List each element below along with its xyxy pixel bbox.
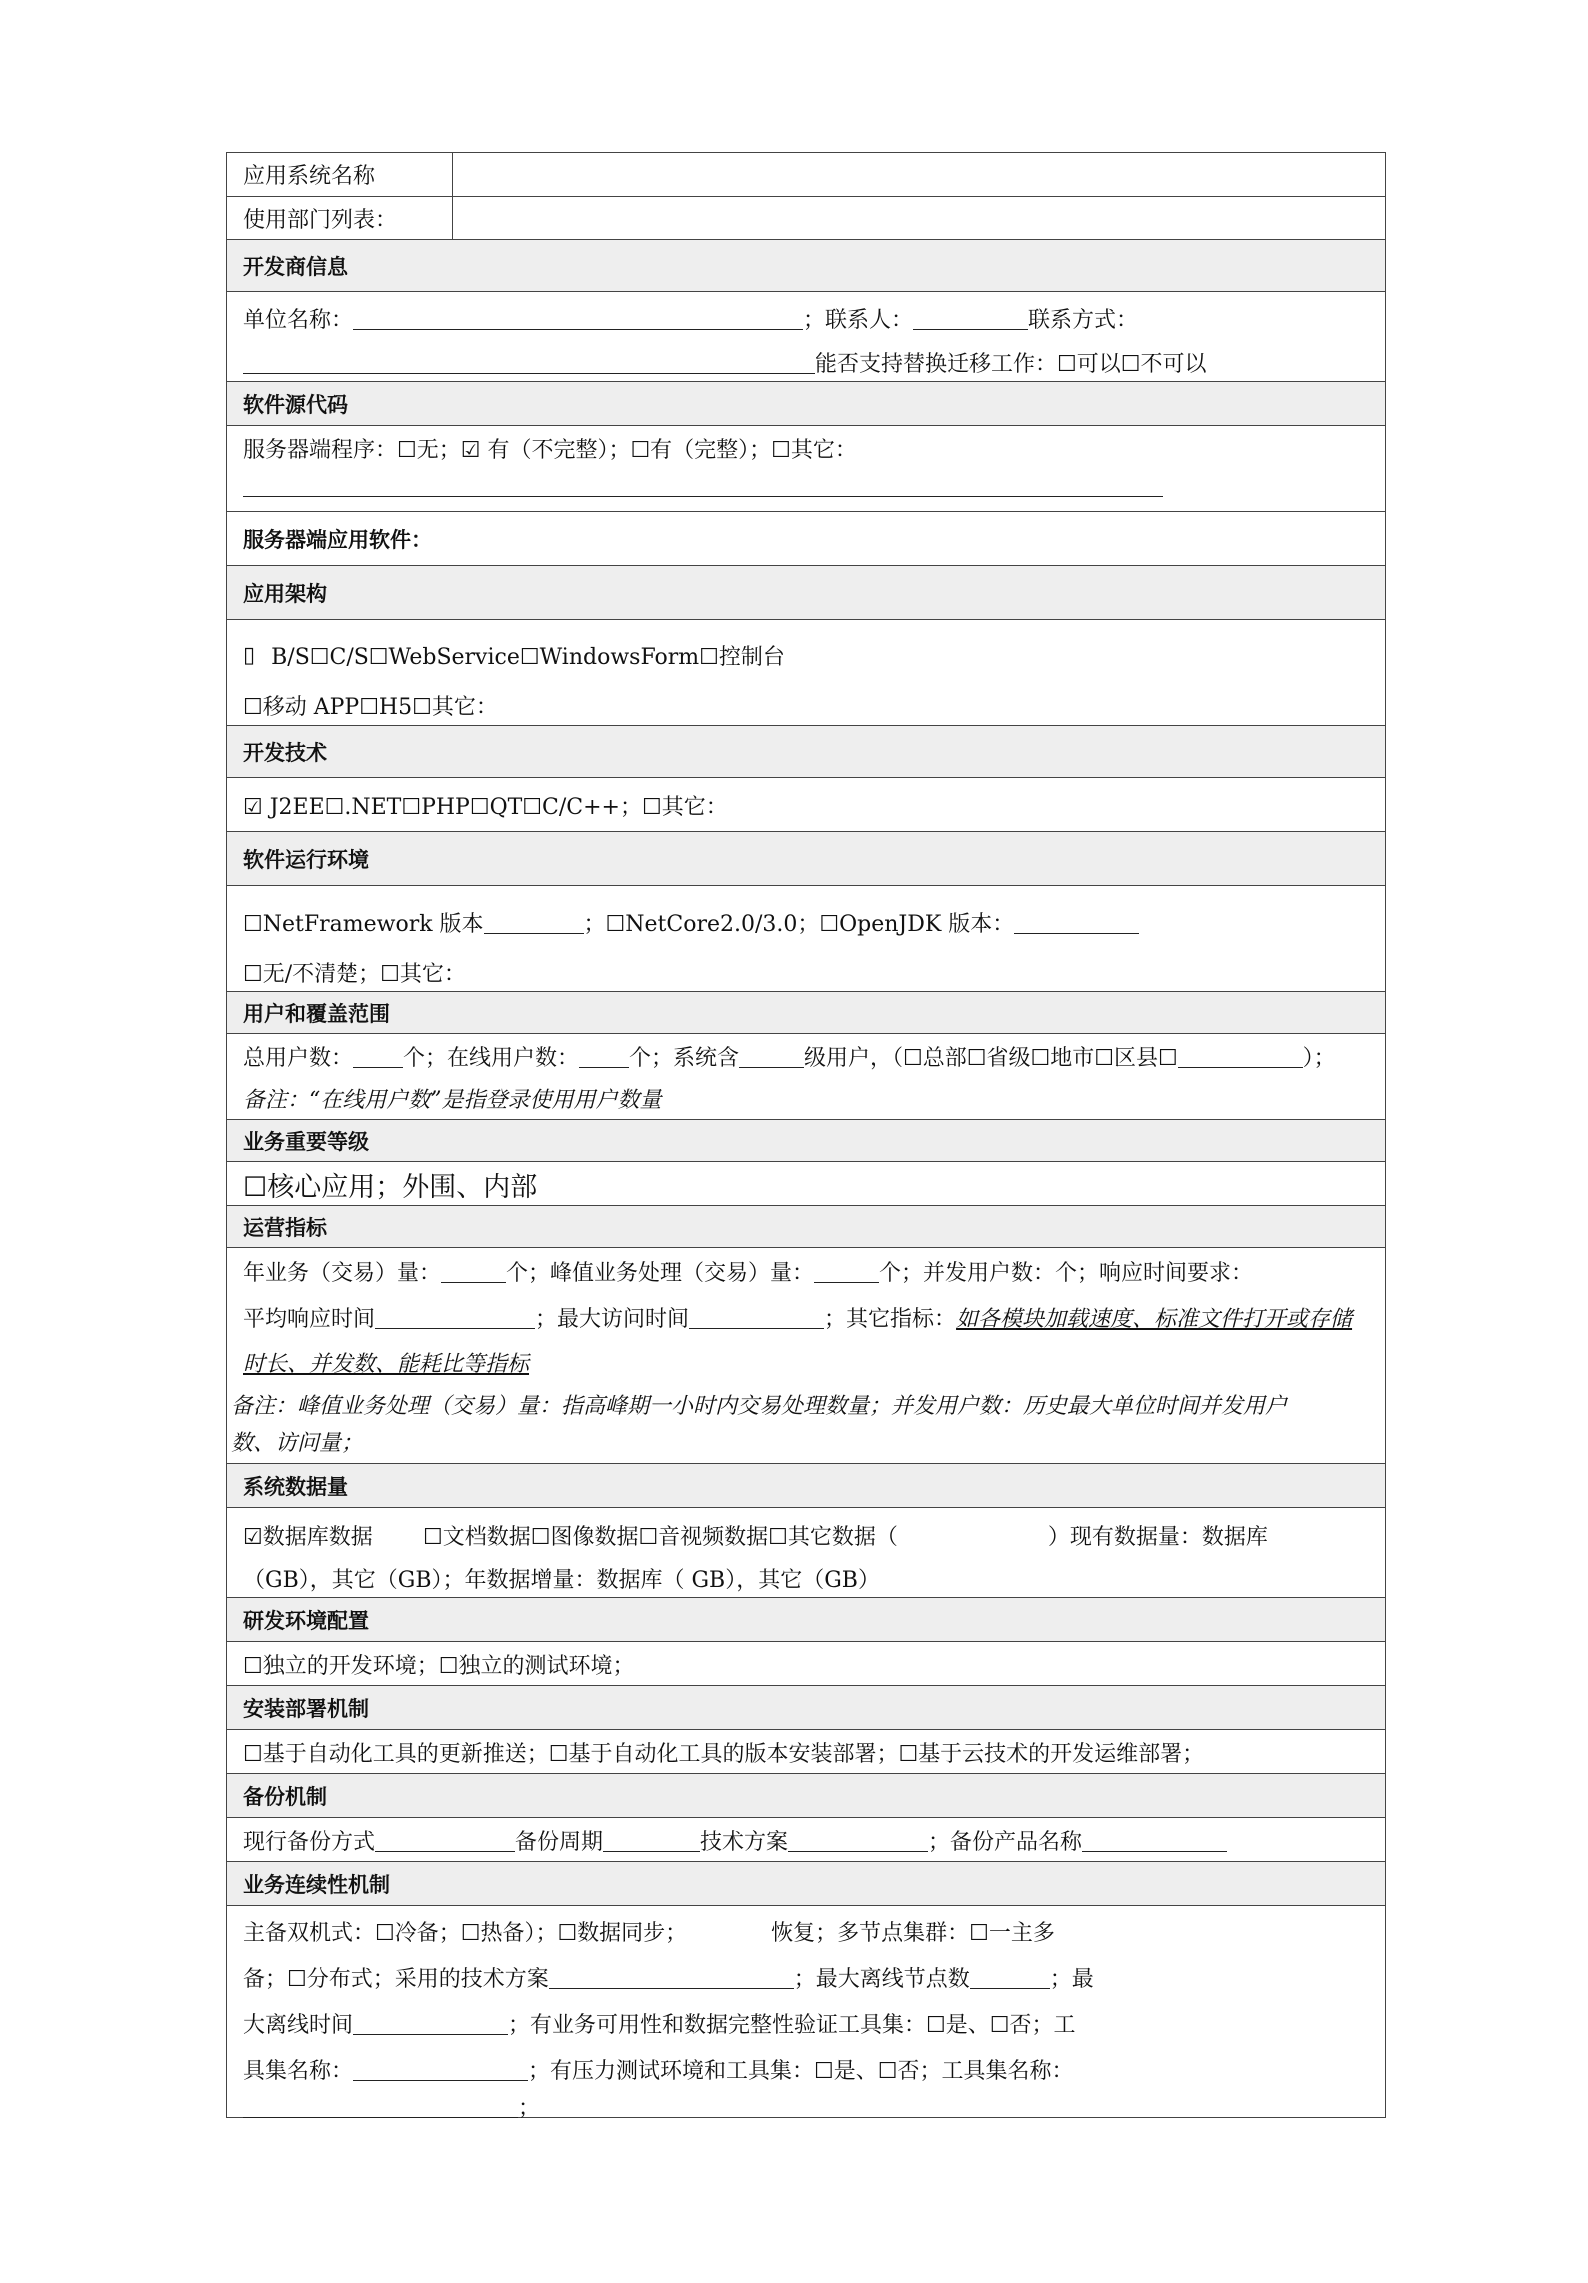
runtime-options[interactable]: ；☐NetCore2.0/3.0；☐OpenJDK 版本： (583, 911, 1015, 937)
max-offline-nodes-field[interactable] (970, 1966, 1050, 1989)
peak-volume-label: 个；峰值业务处理（交易）量： (506, 1260, 815, 1286)
data-volume-amounts: （GB），其它（GB）；年数据增量：数据库（ GB），其它（GB） (243, 1567, 880, 1593)
section-continuity: 业务连续性机制 (227, 1861, 1385, 1905)
migration-option[interactable]: 能否支持替换迁移工作：☐可以☐不可以 (815, 351, 1207, 377)
continuity-standby[interactable]: 主备双机式：☐冷备；☐热备）；☐数据同步； (243, 1920, 688, 1946)
section-arch: 应用架构 (227, 565, 1385, 619)
continuity-body (227, 1905, 1385, 2121)
section-backup: 备份机制 (227, 1773, 1385, 1817)
arch-first-checkbox[interactable]: ▯ (243, 642, 256, 668)
data-volume-types[interactable]: ☐文档数据☐图像数据☐音视频数据☐其它数据（ (423, 1524, 898, 1550)
dev-env-body (227, 1641, 1385, 1685)
section-developer: 开发商信息 (227, 239, 1385, 291)
section-dev-tech: 开发技术 (227, 725, 1385, 777)
peak-volume-field[interactable] (814, 1260, 879, 1283)
source-code-other-field[interactable] (243, 474, 1163, 497)
total-users-field[interactable] (353, 1045, 403, 1068)
toolset-name-label: 具集名称： (243, 2058, 354, 2084)
unit-field[interactable] (353, 307, 803, 330)
coverage-options[interactable]: 级用户，（☐总部☐省级☐地市☐区县☐ (804, 1045, 1178, 1071)
continuity-distributed[interactable]: 备；☐分布式；采用的技术方案 (243, 1966, 549, 1992)
section-data-volume: 系统数据量 (227, 1463, 1385, 1507)
netframework-version-field[interactable] (484, 911, 584, 934)
max-access-label: ；最大访问时间 (535, 1306, 690, 1332)
continuity-cluster[interactable]: 恢复；多节点集群：☐一主多 (771, 1920, 1055, 1946)
section-source-code: 软件源代码 (227, 381, 1385, 425)
arch-body (227, 619, 1385, 725)
backup-product-field[interactable] (1082, 1829, 1227, 1852)
dept-list-input[interactable] (453, 197, 1385, 239)
section-users: 用户和覆盖范围 (227, 991, 1385, 1033)
backup-tech-field[interactable] (788, 1829, 928, 1852)
user-levels-field[interactable] (739, 1045, 804, 1068)
data-volume-current: ）现有数据量：数据库 (1047, 1524, 1268, 1550)
arch-options-1[interactable]: B/S☐C/S☐WebService☐WindowsForm☐控制台 (271, 644, 785, 670)
contact-method-label: 联系方式： (1028, 307, 1139, 333)
max-offline-time-field[interactable] (353, 2012, 508, 2035)
data-volume-db[interactable]: ☑数据库数据 (243, 1524, 373, 1550)
concurrency-label: 个；并发用户数：个；响应时间要求： (879, 1260, 1254, 1286)
ops-note-1: 备注：峰值业务处理（交易）量：指高峰期一小时内交易处理数量；并发用户数：历史最大单位时间并发用户 (231, 1393, 1288, 1419)
annual-volume-field[interactable] (441, 1260, 506, 1283)
unit-label: 单位名称： (243, 307, 354, 333)
dev-env-options[interactable]: ☐独立的开发环境；☐独立的测试环境； (243, 1653, 635, 1679)
section-server-app: 服务器端应用软件： (227, 511, 1385, 565)
contact-method-field[interactable] (243, 351, 815, 374)
continuity-end: ； (518, 2095, 541, 2121)
dept-list-row (227, 196, 1385, 239)
section-runtime: 软件运行环境 (227, 831, 1385, 885)
other-metrics-hint: 如各模块加载速度、标准文件打开或存储 (956, 1306, 1353, 1332)
avg-response-label: 平均响应时间 (243, 1306, 376, 1332)
user-levels-label: 个；系统含 (629, 1045, 740, 1071)
ops-body (227, 1247, 1385, 1463)
importance-options[interactable]: ☐核心应用；外围、内部 (243, 1171, 538, 1203)
backup-cycle-label: 备份周期 (515, 1829, 604, 1855)
other-metrics-hint-cont: 时长、并发数、能耗比等指标 (243, 1351, 530, 1377)
other-metrics-label: ；其它指标： (824, 1306, 957, 1332)
system-name-row (227, 153, 1385, 196)
section-ops: 运营指标 (227, 1205, 1385, 1247)
arch-options-2[interactable]: ☐移动 APP☐H5☐其它： (243, 694, 498, 720)
backup-tech-label: 技术方案 (700, 1829, 789, 1855)
developer-body (227, 291, 1385, 381)
continuity-max-label: ；最 (1049, 1966, 1094, 1992)
dev-tech-options[interactable]: ☑ J2EE☐.NET☐PHP☐QT☐C/C++；☐其它： (243, 794, 728, 820)
runtime-body (227, 885, 1385, 991)
coverage-other-field[interactable] (1178, 1045, 1303, 1068)
backup-body (227, 1817, 1385, 1861)
users-body (227, 1033, 1385, 1119)
system-name-label: 应用系统名称 (227, 153, 453, 196)
system-name-input[interactable] (453, 153, 1385, 196)
contact-field[interactable] (913, 307, 1028, 330)
dev-tech-body (227, 777, 1385, 831)
toolset-name-field[interactable] (353, 2058, 528, 2081)
backup-method-field[interactable] (375, 1829, 515, 1852)
importance-body (227, 1161, 1385, 1205)
contact-label: ；联系人： (803, 307, 914, 333)
data-volume-body (227, 1507, 1385, 1597)
coverage-close: ）； (1302, 1045, 1336, 1071)
deploy-body (227, 1729, 1385, 1773)
runtime-netframework[interactable]: ☐NetFramework 版本 (243, 911, 484, 937)
online-users-label: 个；在线用户数： (403, 1045, 580, 1071)
total-users-label: 总用户数： (243, 1045, 354, 1071)
section-importance: 业务重要等级 (227, 1119, 1385, 1161)
deploy-options[interactable]: ☐基于自动化工具的更新推送；☐基于自动化工具的版本安装部署；☐基于云技术的开发运维部署； (243, 1741, 1205, 1767)
source-code-options[interactable]: 服务器端程序：☐无；☑ 有（不完整）；☐有（完整）；☐其它： (243, 437, 857, 463)
validation-toolset[interactable]: ；有业务可用性和数据完整性验证工具集：☐是、☐否；工 (508, 2012, 1076, 2038)
backup-method-label: 现行备份方式 (243, 1829, 376, 1855)
ops-note-2: 数、访问量； (231, 1430, 364, 1456)
section-dev-env: 研发环境配置 (227, 1597, 1385, 1641)
runtime-options-2[interactable]: ☐无/不清楚；☐其它： (243, 961, 466, 987)
continuity-tech-field[interactable] (549, 1966, 794, 1989)
annual-volume-label: 年业务（交易）量： (243, 1260, 442, 1286)
source-code-body (227, 425, 1385, 511)
max-offline-nodes-label: ；最大离线节点数 (793, 1966, 970, 1992)
dept-list-label: 使用部门列表： (227, 197, 453, 239)
backup-product-label: ；备份产品名称 (928, 1829, 1083, 1855)
info-form (226, 152, 1386, 2121)
max-access-field[interactable] (689, 1306, 824, 1329)
stress-toolset-name-field[interactable] (243, 2095, 518, 2118)
avg-response-field[interactable] (375, 1306, 535, 1329)
online-users-field[interactable] (579, 1045, 629, 1068)
openjdk-version-field[interactable] (1014, 911, 1139, 934)
section-deploy: 安装部署机制 (227, 1685, 1385, 1729)
users-note: 备注：“在线用户数”是指登录使用用户数量 (243, 1087, 662, 1113)
max-offline-time-label: 大离线时间 (243, 2012, 354, 2038)
backup-cycle-field[interactable] (603, 1829, 700, 1852)
stress-test-toolset[interactable]: ；有压力测试环境和工具集：☐是、☐否；工具集名称： (528, 2058, 1074, 2084)
